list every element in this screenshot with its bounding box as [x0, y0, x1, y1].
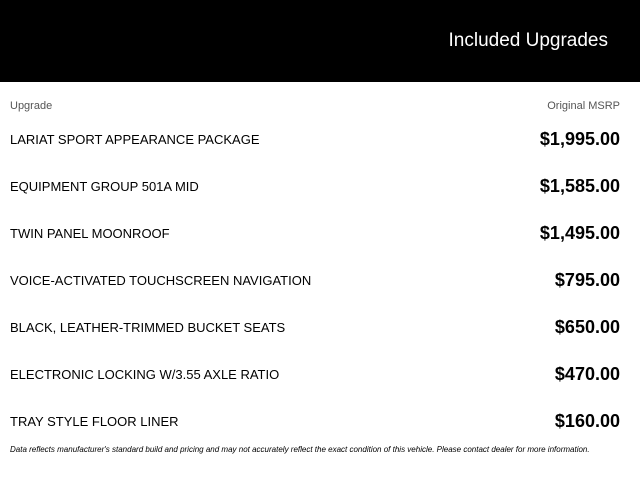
upgrades-list	[0, 116, 640, 445]
disclaimer-text: Data reflects manufacturer's standard build and pricing and may not accurately reflect the exact condition of this vehicle. Please contact dealer for more information.	[10, 445, 590, 454]
upgrade-price: $1,995.00	[539, 129, 620, 149]
upgrade-name: ELECTRONIC LOCKING W/3.55 AXLE RATIO	[10, 367, 280, 382]
upgrade-row	[0, 351, 640, 398]
column-header-upgrade: Upgrade	[10, 100, 53, 112]
upgrade-price: $795.00	[554, 270, 620, 290]
header-bar	[0, 0, 640, 82]
upgrade-price: $470.00	[554, 364, 620, 384]
upgrade-name: TRAY STYLE FLOOR LINER	[10, 414, 179, 429]
upgrade-row	[0, 398, 640, 445]
upgrade-price: $1,495.00	[539, 223, 620, 243]
upgrade-name: VOICE-ACTIVATED TOUCHSCREEN NAVIGATION	[10, 273, 312, 288]
upgrade-price: $160.00	[554, 411, 620, 431]
upgrade-name: EQUIPMENT GROUP 501A MID	[10, 179, 199, 194]
upgrade-row	[0, 257, 640, 304]
upgrade-price: $650.00	[554, 317, 620, 337]
upgrade-row	[0, 116, 640, 163]
upgrade-price: $1,585.00	[539, 176, 620, 196]
upgrade-name: TWIN PANEL MOONROOF	[10, 226, 170, 241]
upgrade-name: BLACK, LEATHER-TRIMMED BUCKET SEATS	[10, 320, 286, 335]
upgrade-row	[0, 163, 640, 210]
page-title: Included Upgrades	[448, 30, 608, 51]
upgrade-name: LARIAT SPORT APPEARANCE PACKAGE	[10, 132, 260, 147]
upgrade-row	[0, 304, 640, 351]
column-header-msrp: Original MSRP	[547, 100, 620, 112]
upgrade-row	[0, 210, 640, 257]
